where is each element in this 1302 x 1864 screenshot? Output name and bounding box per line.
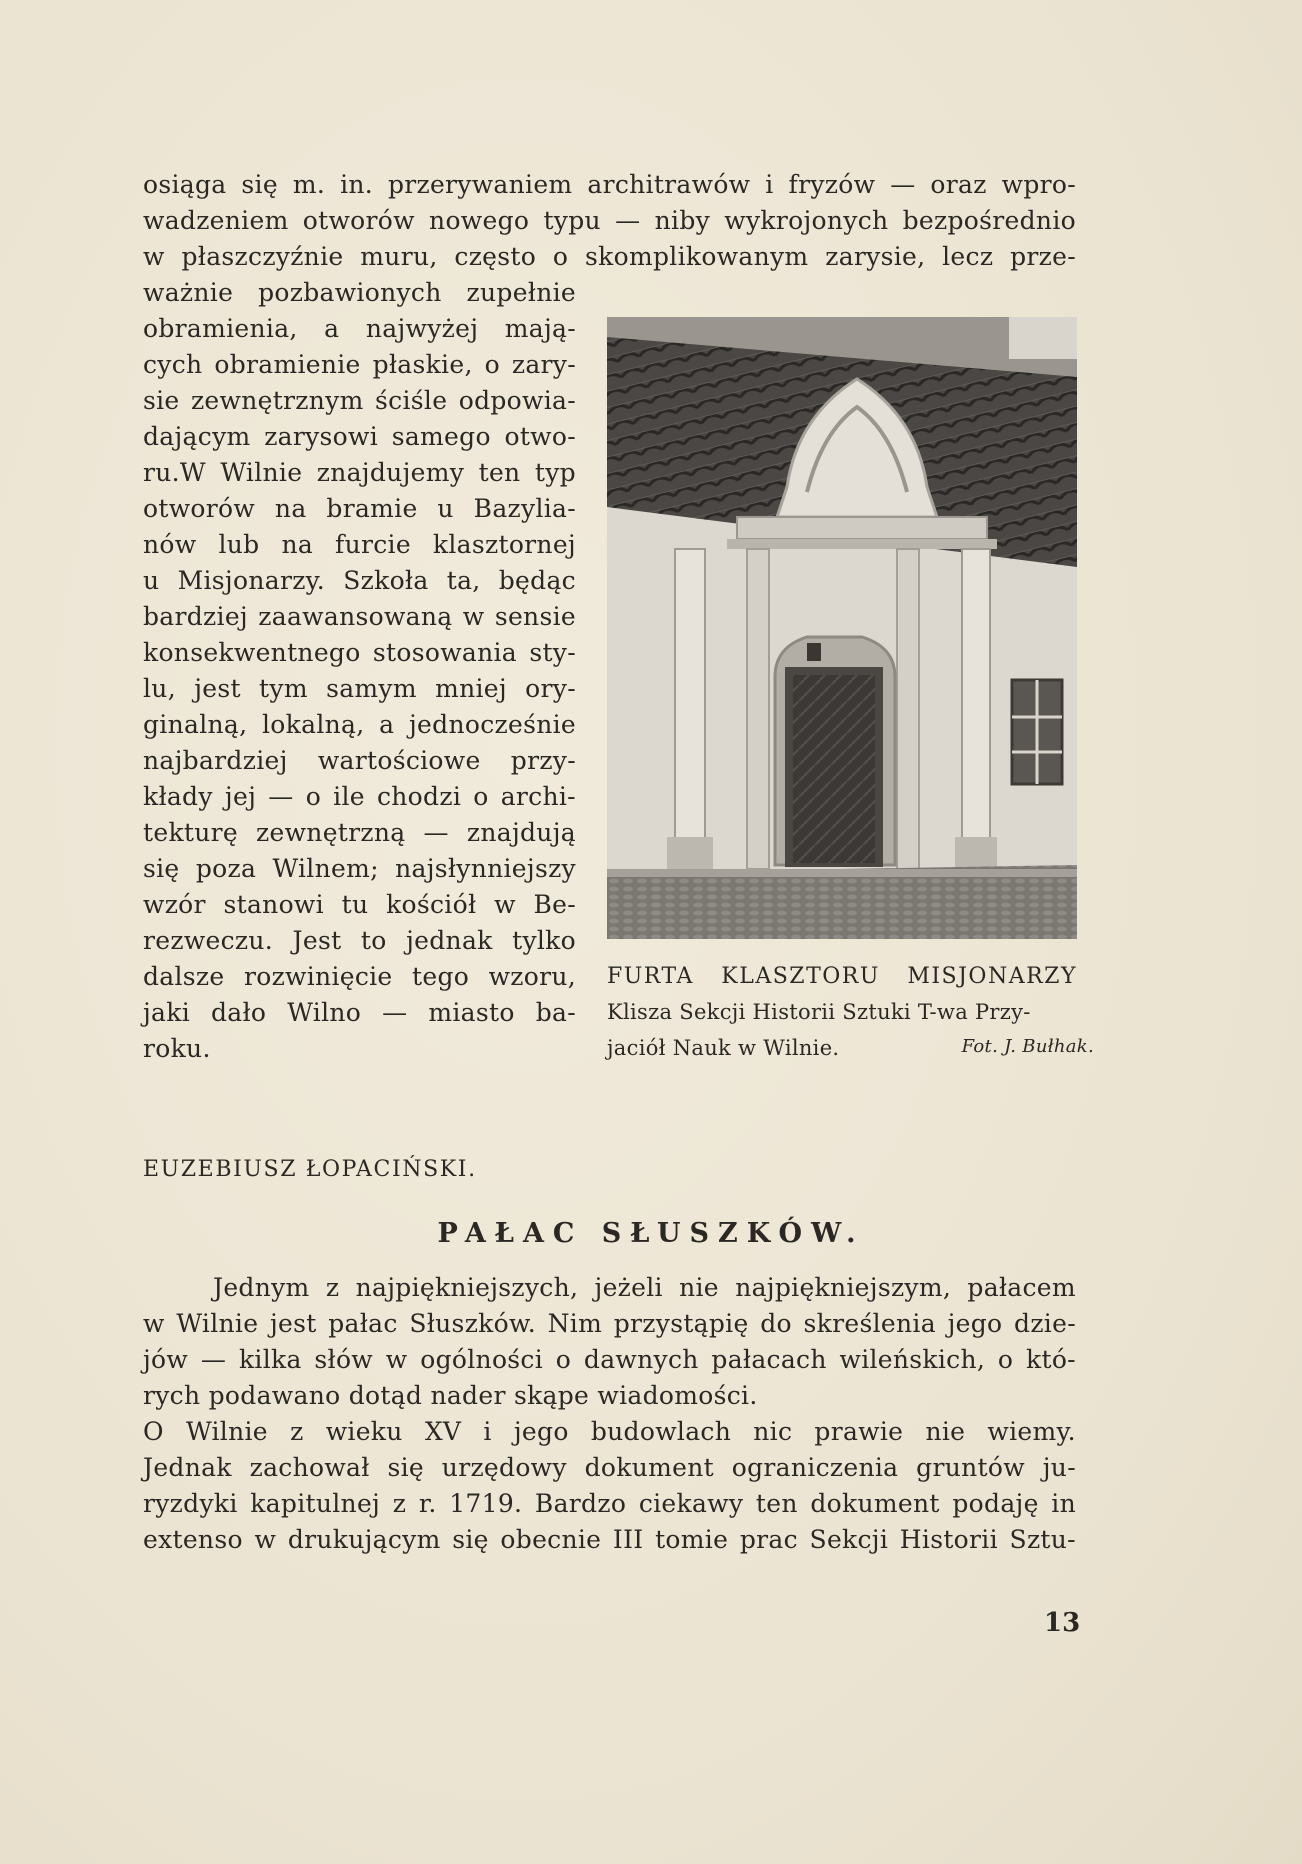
text-line: roku.	[143, 1034, 211, 1063]
text-line: jaki dało Wilno — miasto ba-	[143, 998, 576, 1027]
monastery-gate-photo-icon	[607, 317, 1077, 939]
text-line: się poza Wilnem; najsłynniejszy	[143, 854, 576, 883]
figure-caption-line-1: Klisza Sekcji Historii Sztuki T-wa Przy-	[607, 1000, 1031, 1024]
text-line: lu, jest tym samym mniej ory-	[143, 674, 576, 703]
text-line: jów — kilka słów w ogólności o dawnych pałacach wileńskich, o któ-	[143, 1345, 1076, 1374]
figure-caption-title: FURTA KLASZTORU MISJONARZY	[607, 964, 1077, 989]
text-line: ru.W Wilnie znajdujemy ten typ	[143, 458, 576, 487]
text-line: dalsze rozwinięcie tego wzoru,	[143, 962, 576, 991]
text-line: konsekwentnego stosowania sty-	[143, 638, 576, 667]
text-line: w płaszczyźnie muru, często o skomplikowanym zarysie, lecz prze-	[143, 242, 1076, 271]
text-line: u Misjonarzy. Szkoła ta, będąc	[143, 566, 576, 595]
text-line: obramienia, a najwyżej mają-	[143, 314, 576, 343]
text-line: wzór stanowi tu kościół w Be-	[143, 890, 576, 919]
text-line: dającym zarysowi samego otwo-	[143, 422, 576, 451]
text-line: najbardziej wartościowe przy-	[143, 746, 576, 775]
text-line: Jednym z najpiękniejszych, jeżeli nie najpiękniejszym, pałacem	[213, 1273, 1076, 1302]
text-line: ważnie pozbawionych zupełnie	[143, 278, 576, 307]
text-line: sie zewnętrznym ściśle odpowia-	[143, 386, 576, 415]
text-line: wadzeniem otworów nowego typu — niby wykrojonych bezpośrednio	[143, 206, 1076, 235]
photograph-mission-gate	[607, 317, 1077, 939]
section-title: PAŁAC SŁUSZKÓW.	[437, 1218, 865, 1249]
text-line: O Wilnie z wieku XV i jego budowlach nic prawie nie wiemy.	[143, 1417, 1076, 1446]
text-line: kłady jej — o ile chodzi o archi-	[143, 782, 576, 811]
text-line: rych podawano dotąd nader skąpe wiadomości.	[143, 1381, 758, 1410]
text-line: cych obramienie płaskie, o zary-	[143, 350, 576, 379]
text-line: Jednak zachował się urzędowy dokument ograniczenia gruntów ju-	[143, 1453, 1076, 1482]
text-line: otworów na bramie u Bazylia-	[143, 494, 576, 523]
article-author: EUZEBIUSZ ŁOPACIŃSKI.	[143, 1157, 477, 1182]
text-line: extenso w drukującym się obecnie III tomie prac Sekcji Historii Sztu-	[143, 1525, 1076, 1554]
photo-credit: Fot. J. Bułhak.	[961, 1036, 1094, 1057]
figure-caption-line-2	[607, 1036, 1094, 1060]
figure-caption-source: jaciół Nauk w Wilnie.	[607, 1036, 840, 1060]
text-line: tekturę zewnętrzną — znajdują	[143, 818, 576, 847]
text-line: osiąga się m. in. przerywaniem architrawów i fryzów — oraz wpro-	[143, 170, 1076, 199]
text-line: ryzdyki kapitulnej z r. 1719. Bardzo ciekawy ten dokument podaję in	[143, 1489, 1076, 1518]
text-line: ginalną, lokalną, a jednocześnie	[143, 710, 576, 739]
text-line: w Wilnie jest pałac Słuszków. Nim przystąpię do skreślenia jego dzie-	[143, 1309, 1076, 1338]
text-line: rezweczu. Jest to jednak tylko	[143, 926, 576, 955]
text-line: bardziej zaawansowaną w sensie	[143, 602, 576, 631]
page-number: 13	[1044, 1608, 1081, 1638]
text-line: nów lub na furcie klasztornej	[143, 530, 576, 559]
